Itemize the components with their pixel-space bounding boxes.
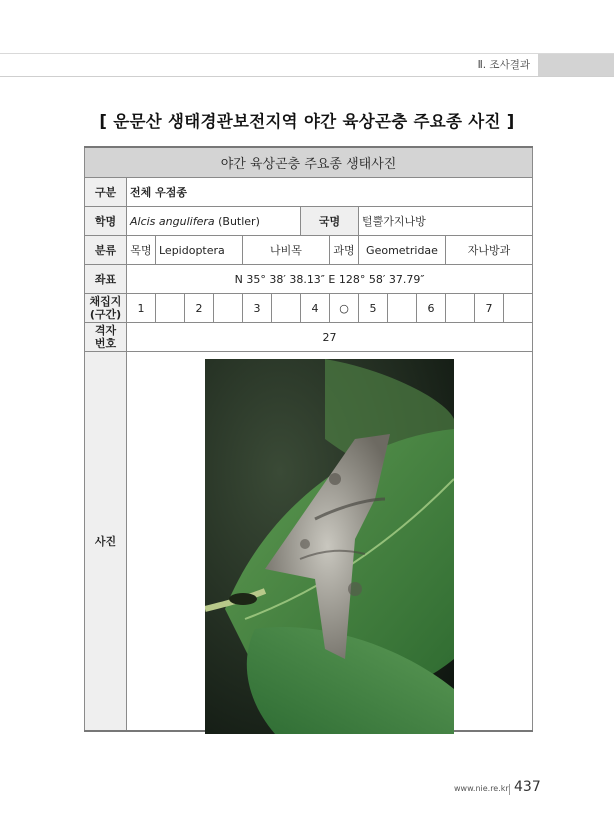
site-number: 6 — [417, 294, 446, 323]
moth-spot — [329, 473, 341, 485]
site-mark — [504, 294, 533, 323]
moth-photo — [205, 359, 454, 734]
coordinate-label: 좌표 — [85, 265, 127, 294]
site-number: 4 — [301, 294, 330, 323]
family-value: Geometridae — [359, 236, 446, 265]
footer-site: www.nie.re.kr — [454, 784, 509, 793]
scientific-name: Alcis angulifera — [130, 214, 215, 228]
site-number: 1 — [127, 294, 156, 323]
taxonomy-label: 분류 — [85, 236, 127, 265]
moth-photo-illustration — [205, 359, 454, 734]
site-number: 7 — [475, 294, 504, 323]
collection-site-label-line2: (구간) — [89, 308, 122, 321]
site-mark — [446, 294, 475, 323]
korean-name-label: 국명 — [301, 207, 359, 236]
category-label: 구분 — [85, 178, 127, 207]
korean-name-value: 털뿔가지나방 — [359, 207, 533, 236]
site-number: 2 — [185, 294, 214, 323]
site-mark — [272, 294, 301, 323]
moth-spot — [348, 582, 362, 596]
chapter-divider — [0, 76, 614, 77]
collection-site-label-line1: 채집지 — [89, 295, 122, 308]
grid-number-label-line1: 격자 — [94, 324, 117, 337]
site-number: 3 — [243, 294, 272, 323]
order-korean: 나비목 — [243, 236, 330, 265]
coordinate-value: N 35° 38′ 38.13″ E 128° 58′ 37.79″ — [127, 265, 533, 294]
page-title: [ 운문산 생태경관보전지역 야간 육상곤충 주요종 사진 ] — [99, 112, 515, 131]
footer-separator — [509, 784, 510, 795]
moth-spot — [300, 539, 310, 549]
grid-number-value: 27 — [127, 323, 533, 352]
order-label: 목명 — [127, 236, 156, 265]
chapter-label: Ⅱ. 조사결과 — [477, 59, 530, 71]
scientific-name-cell — [127, 207, 301, 236]
family-label: 과명 — [330, 236, 359, 265]
scientific-name-label: 학명 — [85, 207, 127, 236]
photo-label: 사진 — [85, 352, 127, 732]
site-mark — [156, 294, 185, 323]
collection-site-label — [85, 294, 127, 323]
site-mark — [388, 294, 417, 323]
family-korean: 자나방과 — [446, 236, 533, 265]
category-value: 전체 우점종 — [127, 178, 533, 207]
site-mark — [214, 294, 243, 323]
grid-number-label — [85, 323, 127, 352]
order-value: Lepidoptera — [156, 236, 243, 265]
stem-shadow — [229, 593, 257, 605]
chapter-tab — [538, 54, 614, 76]
site-number: 5 — [359, 294, 388, 323]
scientific-author: (Butler) — [214, 214, 260, 228]
page-number: 437 — [514, 779, 541, 795]
grid-number-label-line2: 번호 — [94, 337, 117, 350]
site-mark: ○ — [330, 294, 359, 323]
table-title: 야간 육상곤충 주요종 생태사진 — [85, 147, 533, 178]
top-rule — [0, 53, 614, 54]
